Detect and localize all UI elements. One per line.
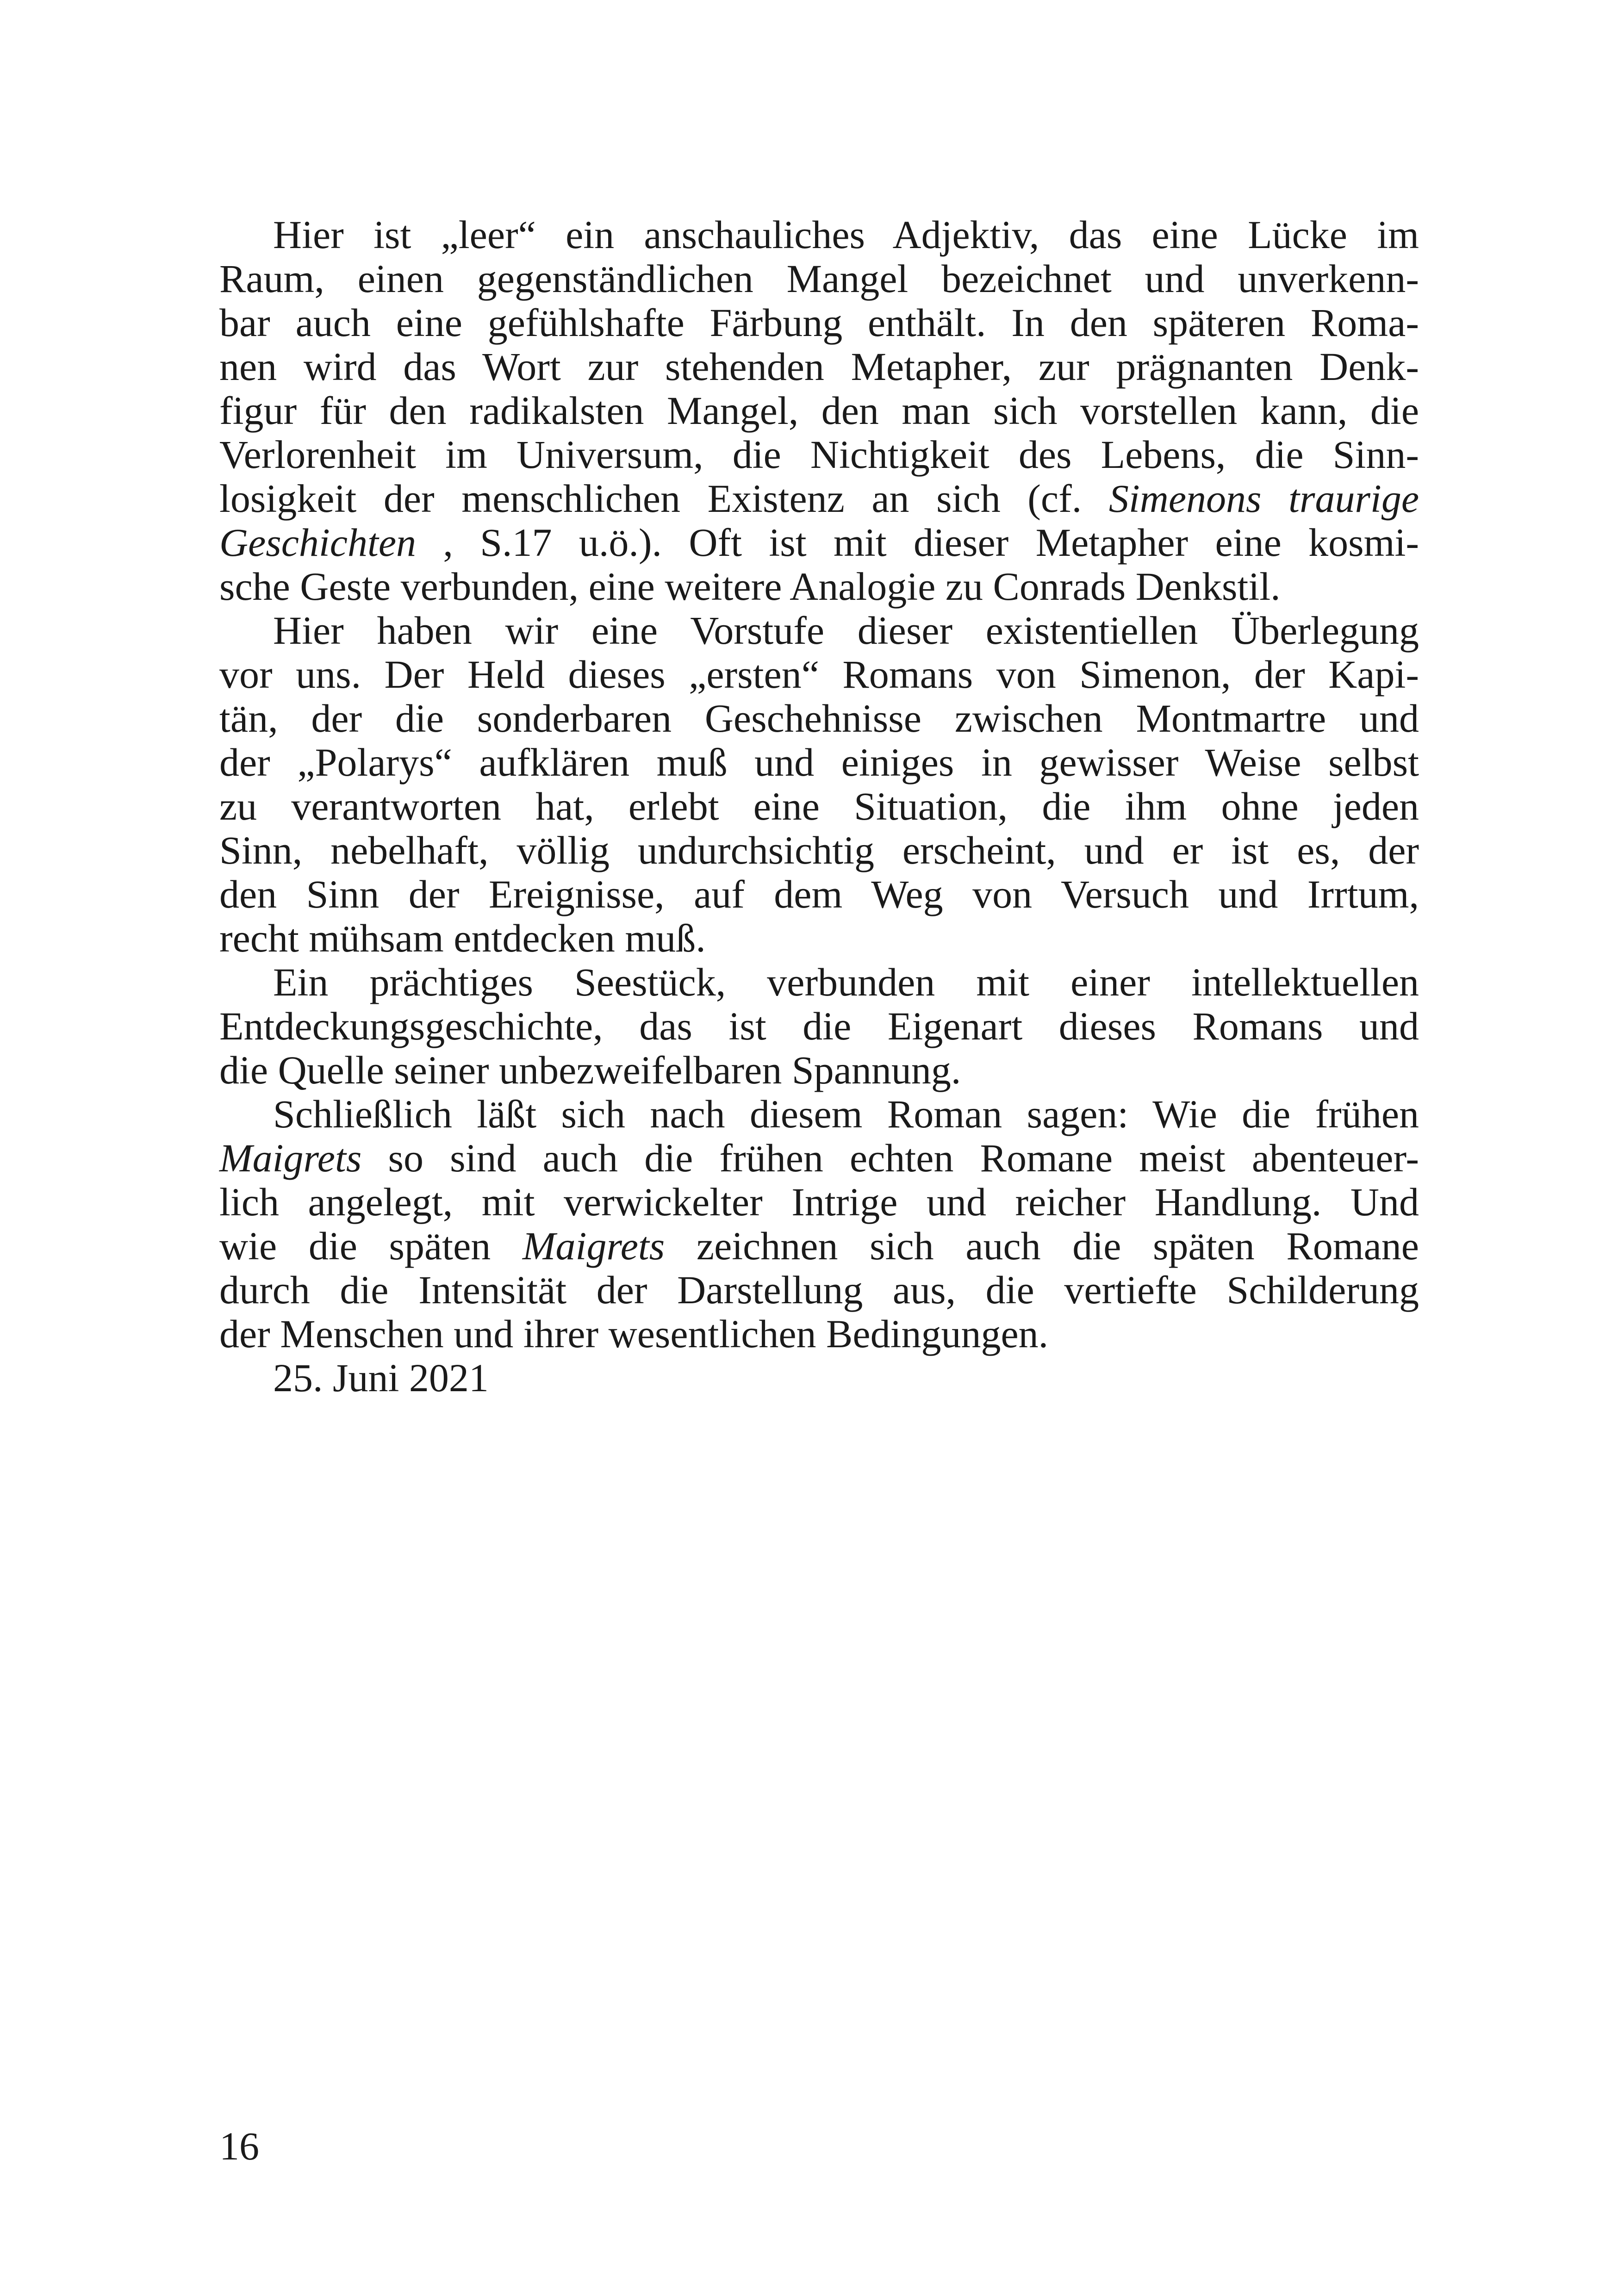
text-line: Hier haben wir eine Vorstufe dieser existentiellen Überlegung	[273, 608, 1419, 653]
book-title-italic: Maigrets	[219, 1136, 362, 1180]
text-line: Ein prächtiges Seestück, verbunden mit einer intellektuellen	[273, 960, 1419, 1004]
text-line: der „Polarys“ aufklären muß und einiges in gewisser Weise selbst	[219, 740, 1419, 784]
text-line: lich angelegt, mit verwickelter Intrige und reicher Handlung. Und	[219, 1180, 1419, 1224]
body-text	[219, 213, 1419, 1400]
text-line	[219, 1224, 1419, 1268]
text-line: Schließlich läßt sich nach diesem Roman sagen: Wie die frühen	[273, 1092, 1419, 1136]
book-title-italic: Maigrets	[522, 1224, 665, 1268]
text-line: figur für den radikalsten Mangel, den man sich vorstellen kann, die	[219, 388, 1419, 433]
text-segment: , S.17 u.ö.). Oft ist mit dieser Metapher eine kosmi-	[416, 520, 1419, 565]
text-line	[219, 521, 1419, 565]
text-line: Hier ist „leer“ ein anschauliches Adjektiv, das eine Lücke im	[273, 212, 1419, 257]
text-segment: so sind auch die frühen echten Romane meist abenteuer-	[361, 1136, 1419, 1180]
text-line	[219, 1136, 1419, 1180]
text-segment: zeichnen sich auch die späten Romane	[665, 1224, 1419, 1268]
text-segment: wie die späten	[219, 1224, 523, 1268]
text-line: die Quelle seiner unbezweifelbaren Spannung.	[219, 1048, 961, 1092]
text-line: vor uns. Der Held dieses „ersten“ Romans von Simenon, der Kapi-	[219, 652, 1419, 697]
text-segment: losigkeit der menschlichen Existenz an sich (cf.	[219, 476, 1109, 521]
text-line: Verlorenheit im Universum, die Nichtigkeit des Lebens, die Sinn-	[219, 432, 1419, 477]
text-line: recht mühsam entdecken muß.	[219, 916, 706, 960]
text-line: durch die Intensität der Darstellung aus, die vertiefte Schilderung	[219, 1268, 1419, 1312]
date-line: 25. Juni 2021	[273, 1356, 489, 1400]
text-line: der Menschen und ihrer wesentlichen Bedingungen.	[219, 1312, 1049, 1356]
book-title-italic: Geschichten	[219, 520, 417, 565]
text-line: bar auch eine gefühlshafte Färbung enthält. In den späteren Roma-	[219, 300, 1419, 345]
text-line: den Sinn der Ereignisse, auf dem Weg von Versuch und Irrtum,	[219, 872, 1419, 916]
text-line	[219, 477, 1419, 521]
text-line: Sinn, nebelhaft, völlig undurchsichtig erscheint, und er ist es, der	[219, 828, 1419, 872]
text-line: nen wird das Wort zur stehenden Metapher, zur prägnanten Denk-	[219, 344, 1419, 389]
text-line: tän, der die sonderbaren Geschehnisse zwischen Montmartre und	[219, 696, 1419, 740]
text-line: Raum, einen gegenständlichen Mangel bezeichnet und unverkenn-	[219, 256, 1419, 301]
text-line: zu verantworten hat, erlebt eine Situation, die ihm ohne jeden	[219, 784, 1419, 828]
book-title-italic: Simenons traurige	[1108, 476, 1419, 521]
text-line: Entdeckungsgeschichte, das ist die Eigenart dieses Romans und	[219, 1004, 1419, 1048]
text-line: sche Geste verbunden, eine weitere Analogie zu Conrads Denkstil.	[219, 564, 1281, 609]
page-number: 16	[219, 2124, 259, 2168]
